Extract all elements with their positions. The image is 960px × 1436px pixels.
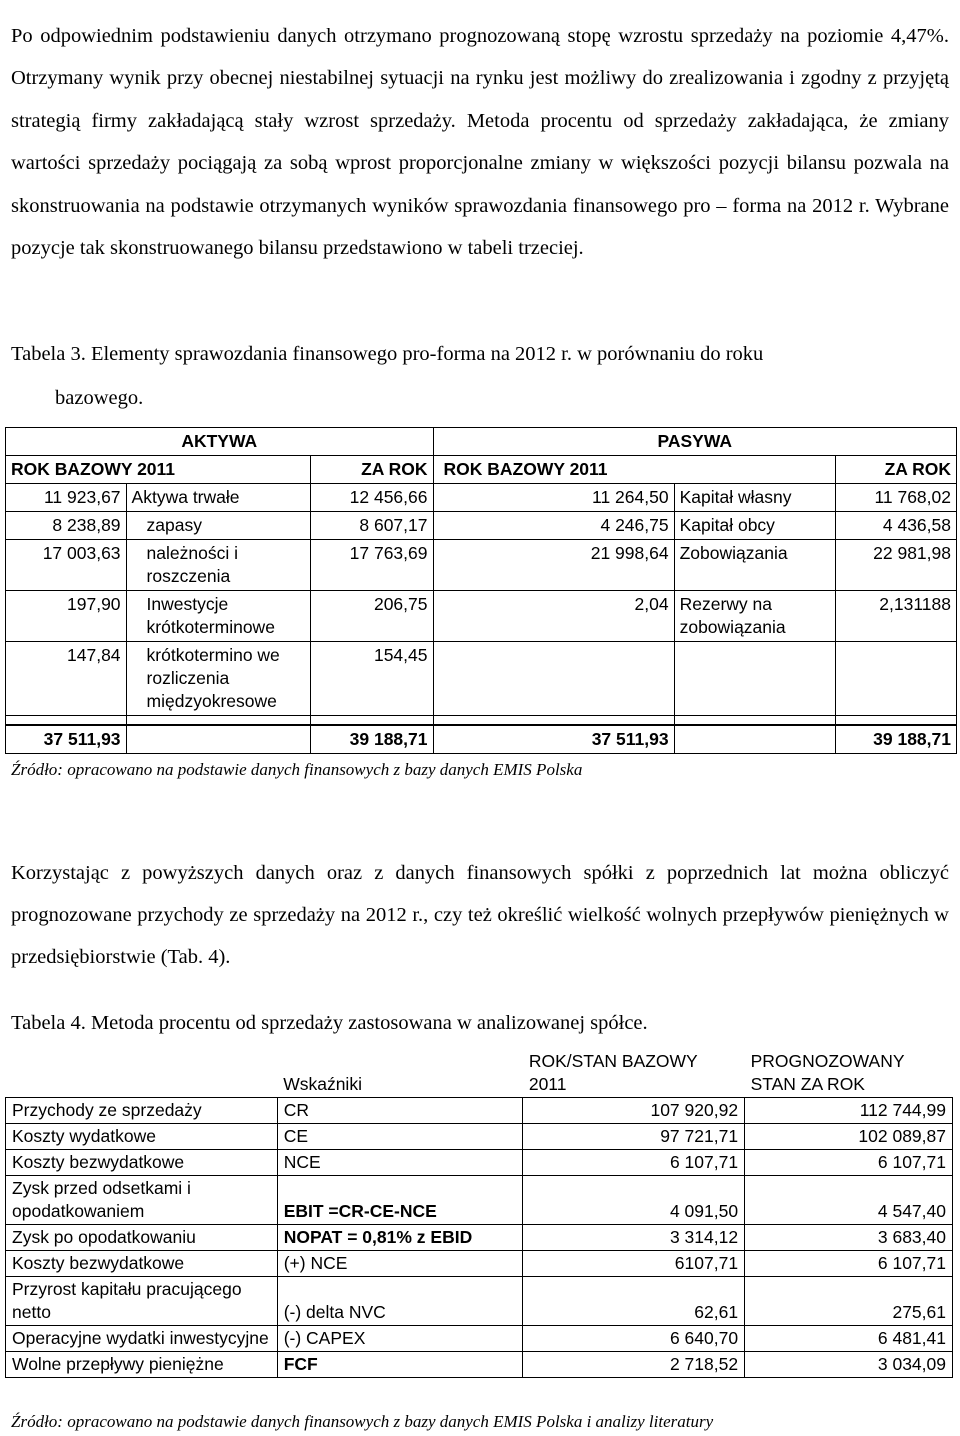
table3-caption xyxy=(11,340,949,412)
table4-caption: Tabela 4. Metoda procentu od sprzedaży zastosowana w analizowanej spółce. xyxy=(11,1012,648,1034)
row-code: NCE xyxy=(277,1150,523,1176)
p-name xyxy=(674,642,836,716)
row-name: Koszty bezwydatkowe xyxy=(6,1251,278,1277)
p-year xyxy=(836,642,957,716)
table-row xyxy=(6,1124,953,1150)
a-year: 154,45 xyxy=(310,642,433,716)
col-indicator: Wskaźniki xyxy=(283,1074,362,1094)
table-row xyxy=(6,1326,953,1352)
row-forecast: 275,61 xyxy=(745,1277,953,1326)
p-base xyxy=(433,642,674,716)
a-base: 197,90 xyxy=(6,591,127,642)
a-year: 17 763,69 xyxy=(310,540,433,591)
table3-source: Źródło: opracowano na podstawie danych finansowych z bazy danych EMIS Polska xyxy=(11,760,583,779)
balance-sheet-table xyxy=(5,427,957,754)
row-name: Wolne przepływy pieniężne xyxy=(6,1352,278,1378)
a-name: krótkotermino we rozliczenia międzyokresowe xyxy=(126,642,310,716)
row-forecast: 6 481,41 xyxy=(745,1326,953,1352)
row-forecast: 4 547,40 xyxy=(745,1176,953,1225)
row-name: Zysk po opodatkowaniu xyxy=(6,1225,278,1251)
row-code: (-) CAPEX xyxy=(277,1326,523,1352)
table-row xyxy=(6,1352,953,1378)
total-row xyxy=(6,725,957,754)
sub-base-left: ROK BAZOWY 2011 xyxy=(6,456,311,484)
p-year: 2,131188 xyxy=(836,591,957,642)
row-forecast: 6 107,71 xyxy=(745,1251,953,1277)
p-base: 11 264,50 xyxy=(433,484,674,512)
row-name: Operacyjne wydatki inwestycyjne xyxy=(6,1326,278,1352)
row-code: (+) NCE xyxy=(277,1251,523,1277)
row-name: Przychody ze sprzedaży xyxy=(6,1098,278,1124)
a-name: zapasy xyxy=(126,512,310,540)
a-year: 12 456,66 xyxy=(310,484,433,512)
a-name: Aktywa trwałe xyxy=(126,484,310,512)
row-base: 97 721,71 xyxy=(523,1124,745,1150)
table-row xyxy=(6,591,957,642)
mid-paragraph: Korzystając z powyższych danych oraz z danych finansowych spółki z poprzednich lat można obliczyć prognozowane przychody ze sprzedaży na 2012 r., czy też określić wielkość wolnych przepływów pieniężnych w przedsiębiorstwie (Tab. 4). xyxy=(11,861,949,968)
row-code: CR xyxy=(277,1098,523,1124)
row-base: 4 091,50 xyxy=(523,1176,745,1225)
row-code: NOPAT = 0,81% z EBID xyxy=(277,1225,523,1251)
sub-base-right: ROK BAZOWY 2011 xyxy=(433,456,836,484)
table-row xyxy=(6,1225,953,1251)
sub-year-right: ZA ROK xyxy=(836,456,957,484)
row-base: 107 920,92 xyxy=(523,1098,745,1124)
header-pasywa: PASYWA xyxy=(433,428,957,456)
header-aktywa: AKTYWA xyxy=(6,428,434,456)
row-code: CE xyxy=(277,1124,523,1150)
intro-paragraph: Po odpowiednim podstawieniu danych otrzymano prognozowaną stopę wzrostu sprzedaży na poziomie 4,47%. Otrzymany wynik przy obecnej niestabilnej sytuacji na rynku jest możliwy do zrealizowania i zgodny z przyjętą strategią firmy zakładającą stały wzrost sprzedaży. Metoda procentu od sprzedaży zakładająca, że zmiany wartości sprzedaży pociągają za sobą wprost proporcjonalne zmiany w większości pozycji bilansu pozwala na skonstruowania na podstawie otrzymanych wyników sprawozdania finansowego pro – forma na 2012 r. Wybrane pozycje tak skonstruowanego bilansu przedstawiono w tabeli trzeciej. xyxy=(11,24,949,259)
a-year: 206,75 xyxy=(310,591,433,642)
row-forecast: 6 107,71 xyxy=(745,1150,953,1176)
table-row xyxy=(6,1251,953,1277)
row-name: Zysk przed odsetkami i opodatkowaniem xyxy=(6,1176,278,1225)
p-base: 2,04 xyxy=(433,591,674,642)
row-forecast: 112 744,99 xyxy=(745,1098,953,1124)
table-row xyxy=(6,1098,953,1124)
row-code: (-) delta NVC xyxy=(277,1277,523,1326)
a-base: 147,84 xyxy=(6,642,127,716)
p-name: Zobowiązania xyxy=(674,540,836,591)
row-code: FCF xyxy=(277,1352,523,1378)
a-name: Inwestycje krótkoterminowe xyxy=(126,591,310,642)
p-base: 21 998,64 xyxy=(433,540,674,591)
p-name: Kapitał własny xyxy=(674,484,836,512)
row-forecast: 3 683,40 xyxy=(745,1225,953,1251)
total-a-base: 37 511,93 xyxy=(6,725,127,754)
table3-caption-line1: Tabela 3. Elementy sprawozdania finansowego pro-forma na 2012 r. w porównaniu do roku xyxy=(11,343,764,365)
table-row xyxy=(6,1150,953,1176)
table4-source: Źródło: opracowano na podstawie danych finansowych z bazy danych EMIS Polska i analizy literatury xyxy=(11,1412,714,1431)
row-code: EBIT =CR-CE-NCE xyxy=(277,1176,523,1225)
table-row xyxy=(6,484,957,512)
p-base: 4 246,75 xyxy=(433,512,674,540)
a-name: należności i roszczenia xyxy=(126,540,310,591)
p-year: 4 436,58 xyxy=(836,512,957,540)
a-base: 8 238,89 xyxy=(6,512,127,540)
col-forecast: PROGNOZOWANY STAN ZA ROK xyxy=(750,1051,905,1094)
p-year: 22 981,98 xyxy=(836,540,957,591)
row-base: 6 107,71 xyxy=(523,1150,745,1176)
row-name: Koszty wydatkowe xyxy=(6,1124,278,1150)
col-base: ROK/STAN BAZOWY 2011 xyxy=(528,1051,698,1094)
total-p-year: 39 188,71 xyxy=(836,725,957,754)
total-a-year: 39 188,71 xyxy=(310,725,433,754)
table3-caption-line2: bazowego. xyxy=(55,387,144,409)
sub-year-left: ZA ROK xyxy=(310,456,433,484)
p-name: Kapitał obcy xyxy=(674,512,836,540)
a-base: 17 003,63 xyxy=(6,540,127,591)
table-row xyxy=(6,1176,953,1225)
row-forecast: 102 089,87 xyxy=(745,1124,953,1150)
p-name: Rezerwy na zobowiązania xyxy=(674,591,836,642)
a-base: 11 923,67 xyxy=(6,484,127,512)
a-year: 8 607,17 xyxy=(310,512,433,540)
row-base: 6 640,70 xyxy=(523,1326,745,1352)
total-p-base: 37 511,93 xyxy=(433,725,674,754)
row-base: 62,61 xyxy=(523,1277,745,1326)
row-base: 6107,71 xyxy=(523,1251,745,1277)
p-year: 11 768,02 xyxy=(836,484,957,512)
table-row xyxy=(6,512,957,540)
sales-percentage-table xyxy=(5,1049,953,1378)
row-name: Koszty bezwydatkowe xyxy=(6,1150,278,1176)
table-row xyxy=(6,642,957,716)
row-name: Przyrost kapitału pracującego netto xyxy=(6,1277,278,1326)
table-row xyxy=(6,540,957,591)
row-base: 3 314,12 xyxy=(523,1225,745,1251)
row-forecast: 3 034,09 xyxy=(745,1352,953,1378)
row-base: 2 718,52 xyxy=(523,1352,745,1378)
table-row xyxy=(6,1277,953,1326)
